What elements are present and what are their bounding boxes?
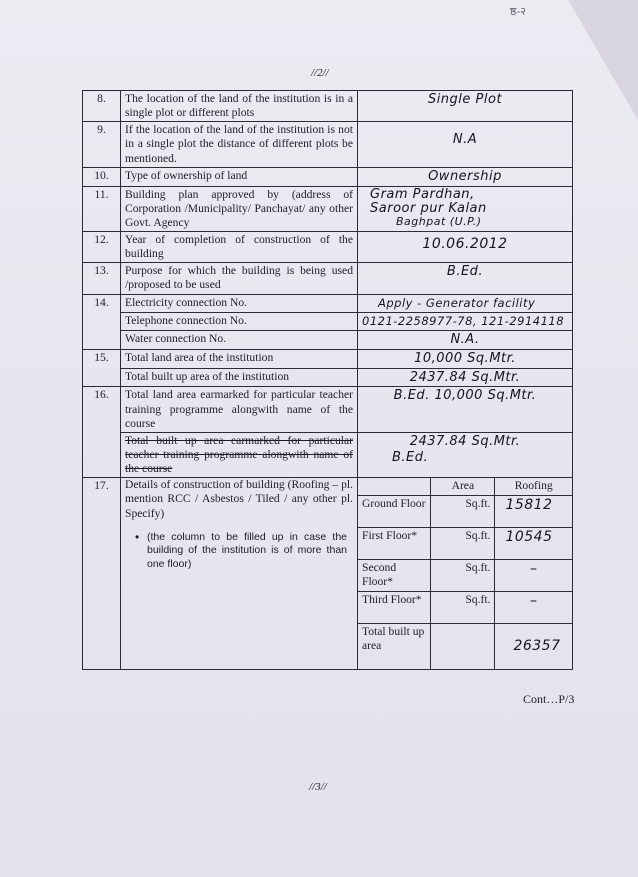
continuation-note: Cont…P/3	[523, 692, 575, 706]
handwritten-answer: N.A	[358, 122, 573, 167]
table-row	[358, 591, 572, 623]
handwritten-answer: N.A.	[358, 330, 573, 349]
floor-value: 15812	[495, 495, 572, 527]
handwritten-answer: 0121-2258977-78, 121-2914118	[358, 312, 573, 330]
question-text: Total land area of the institution	[121, 349, 358, 368]
floor-area-table	[358, 478, 572, 669]
handwritten-answer: 2437.84 Sq.Mtr. B.Ed.	[358, 432, 573, 477]
handwritten-answer: 10,000 Sq.Mtr.	[358, 349, 573, 368]
corner-mark: ष्ठ-२	[509, 5, 526, 18]
table-row	[83, 432, 573, 477]
floor-label: First Floor*	[358, 527, 431, 559]
row-number: 11.	[83, 186, 121, 231]
floor-unit: Sq.ft.	[431, 591, 495, 623]
handwritten-answer: 2437.84 Sq.Mtr.	[358, 368, 573, 387]
row-number: 10.	[83, 167, 121, 186]
floor-label: Ground Floor	[358, 495, 431, 527]
table-row	[83, 263, 573, 294]
floor-label: Second Floor*	[358, 559, 431, 591]
floor-area-table-cell	[358, 478, 573, 670]
construction-details-cell	[121, 478, 358, 670]
floor-unit: Sq.ft.	[431, 527, 495, 559]
table-row	[83, 122, 573, 167]
question-text: Type of ownership of land	[121, 167, 358, 186]
handwritten-answer: Ownership	[358, 167, 573, 186]
page-marker-bottom: //3//	[309, 781, 327, 793]
question-text: Total built up area of the institution	[121, 368, 358, 387]
floor-value: 10545	[495, 527, 572, 559]
floor-unit: Sq.ft.	[431, 559, 495, 591]
question-text: Purpose for which the building is being used /proposed to be used	[121, 263, 358, 294]
row-number: 13.	[83, 263, 121, 294]
table-row	[83, 330, 573, 349]
floor-label: Third Floor*	[358, 591, 431, 623]
column-header-area: Area	[431, 478, 495, 495]
handwritten-answer: B.Ed.	[358, 263, 573, 294]
question-text: Electricity connection No.	[121, 294, 358, 312]
question-text: Telephone connection No.	[121, 312, 358, 330]
table-row	[83, 387, 573, 432]
floor-value: 26357	[495, 623, 572, 669]
question-text: Water connection No.	[121, 330, 358, 349]
question-text: Year of completion of construction of the building	[121, 231, 358, 262]
institution-details-table	[82, 90, 573, 670]
page-marker-top: //2//	[311, 67, 329, 79]
table-row	[358, 527, 572, 559]
table-row	[83, 294, 573, 312]
question-text: Total land area earmarked for particular teacher training programme alongwith name of the course	[121, 387, 358, 432]
table-row	[83, 91, 573, 122]
floor-value: –	[495, 591, 572, 623]
row-number: 12.	[83, 231, 121, 262]
table-row	[83, 368, 573, 387]
floor-unit: Sq.ft.	[431, 495, 495, 527]
handwritten-answer: 10.06.2012	[358, 231, 573, 262]
row-number: 8.	[83, 91, 121, 122]
question-text: Details of construction of building (Roofing – pl. mention RCC / Asbestos / Tiled / any other pl. Specify)	[125, 478, 353, 520]
handwritten-answer: Gram Pardhan, Saroor pur Kalan Baghpat (U.P.)	[358, 186, 573, 231]
column-header-roofing: Roofing	[495, 478, 572, 495]
question-text: Building plan approved by (address of Corporation /Municipality/ Panchayat/ any other Govt. Agency	[121, 186, 358, 231]
table-row	[358, 478, 572, 495]
floor-unit	[431, 623, 495, 669]
question-text: Total built up area earmarked for particular teacher training programme alongwith name of the course	[121, 432, 358, 477]
row-number: 14.	[83, 294, 121, 349]
table-row	[83, 478, 573, 670]
folded-corner	[568, 0, 638, 120]
question-text: The location of the land of the institution is in a single plot or different plots	[121, 91, 358, 122]
table-row	[358, 623, 572, 669]
table-row	[83, 167, 573, 186]
row-number: 15.	[83, 349, 121, 387]
question-text: If the location of the land of the institution is not in a single plot the distance of different plots be mentioned.	[121, 122, 358, 167]
row-number: 17.	[83, 478, 121, 670]
table-row	[358, 559, 572, 591]
handwritten-answer: Apply - Generator facility	[358, 294, 573, 312]
table-row	[83, 186, 573, 231]
table-row	[83, 349, 573, 368]
table-row	[358, 495, 572, 527]
table-row	[83, 312, 573, 330]
table-row	[83, 231, 573, 262]
handwritten-answer: B.Ed. 10,000 Sq.Mtr.	[358, 387, 573, 432]
floor-note: • (the column to be filled up in case the building of the institution is of more than one floor)	[147, 531, 347, 572]
row-number: 9.	[83, 122, 121, 167]
floor-label: Total built up area	[358, 623, 431, 669]
handwritten-answer: Single Plot	[358, 91, 573, 122]
row-number: 16.	[83, 387, 121, 478]
floor-value: –	[495, 559, 572, 591]
